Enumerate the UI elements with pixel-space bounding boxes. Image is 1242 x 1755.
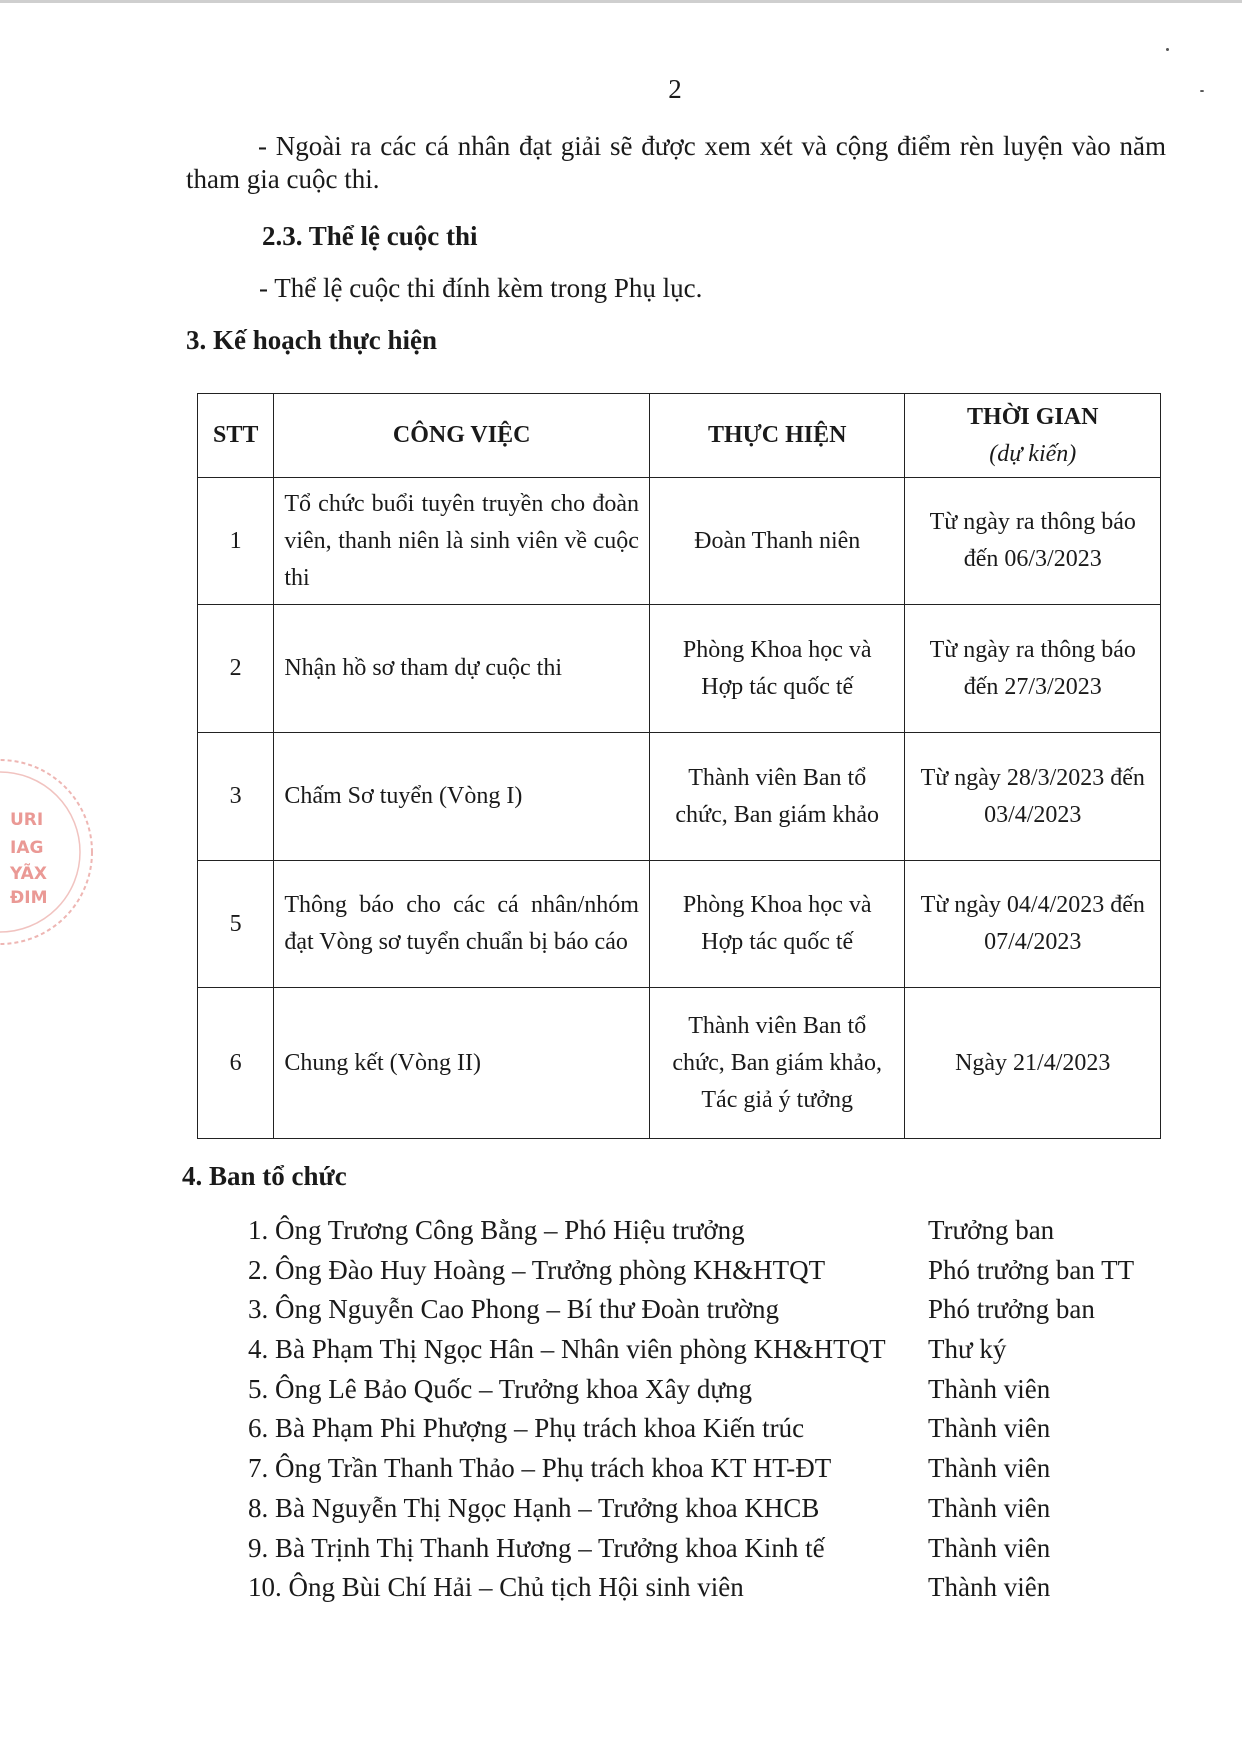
- member-name: 10. Ông Bùi Chí Hải – Chủ tịch Hội sinh viên: [248, 1572, 744, 1603]
- member-name: 8. Bà Nguyễn Thị Ngọc Hạnh – Trưởng khoa KHCB: [248, 1492, 820, 1523]
- table-row: [198, 861, 1161, 988]
- cell-executor: Thành viên Ban tổ chức, Ban giám khảo, Tác giả ý tưởng: [649, 988, 905, 1139]
- member-role: Thành viên: [928, 1373, 1051, 1404]
- cell-stt: 6: [198, 988, 274, 1139]
- list-item: [248, 1529, 1168, 1569]
- section-4-heading: 4. Ban tổ chức: [182, 1161, 347, 1191]
- header-time-note: (dự kiến): [989, 440, 1077, 467]
- cell-job: Chung kết (Vòng II): [274, 988, 650, 1139]
- table-row: [198, 605, 1161, 733]
- cell-time: Từ ngày ra thông báo đến 27/3/2023: [905, 605, 1161, 733]
- list-item: [248, 1251, 1168, 1291]
- member-name: 5. Ông Lê Bảo Quốc – Trưởng khoa Xây dựng: [248, 1373, 753, 1404]
- member-name: 6. Bà Phạm Phi Phượng – Phụ trách khoa Kiến trúc: [248, 1413, 805, 1444]
- member-name: 3. Ông Nguyễn Cao Phong – Bí thư Đoàn trường: [248, 1294, 780, 1325]
- member-role: Thành viên: [928, 1492, 1051, 1523]
- list-item: [248, 1330, 1168, 1370]
- header-time-label: THỜI GIAN: [967, 403, 1099, 430]
- seal-text-line: IAG: [10, 838, 44, 858]
- cell-time: Từ ngày 28/3/2023 đến 03/4/2023: [905, 733, 1161, 861]
- table-row: [198, 988, 1161, 1139]
- cell-stt: 5: [198, 861, 274, 988]
- seal-text-line: URI: [10, 810, 44, 830]
- member-role: Thư ký: [928, 1334, 1007, 1365]
- cell-time: Từ ngày 04/4/2023 đến 07/4/2023: [905, 861, 1161, 988]
- member-role: Thành viên: [928, 1532, 1051, 1563]
- table-row: [198, 733, 1161, 861]
- member-name: 7. Ông Trần Thanh Thảo – Phụ trách khoa KT HT-ĐT: [248, 1453, 832, 1484]
- header-stt: STT: [198, 394, 274, 478]
- table-header-row: [198, 394, 1161, 478]
- list-item: [248, 1290, 1168, 1330]
- list-item: [248, 1370, 1168, 1410]
- member-role: Thành viên: [928, 1572, 1051, 1603]
- cell-time: Từ ngày ra thông báo đến 06/3/2023: [905, 478, 1161, 605]
- cell-executor: Phòng Khoa học và Hợp tác quốc tế: [649, 605, 905, 733]
- section-2-3-text: - Thể lệ cuộc thi đính kèm trong Phụ lục.: [259, 273, 703, 303]
- plan-table: [197, 393, 1161, 1139]
- member-role: Phó trưởng ban: [928, 1294, 1095, 1325]
- section-3-heading: 3. Kế hoạch thực hiện: [186, 325, 437, 355]
- section-2-3-heading: 2.3. Thể lệ cuộc thi: [262, 221, 478, 251]
- member-name: 2. Ông Đào Huy Hoàng – Trưởng phòng KH&HTQT: [248, 1254, 826, 1285]
- list-item: [248, 1211, 1168, 1251]
- member-role: Phó trưởng ban TT: [928, 1254, 1135, 1285]
- cell-job: Tổ chức buổi tuyên truyền cho đoàn viên, thanh niên là sinh viên về cuộc thi: [274, 478, 650, 605]
- cell-executor: Phòng Khoa học và Hợp tác quốc tế: [649, 861, 905, 988]
- list-item: [248, 1449, 1168, 1489]
- cell-stt: 3: [198, 733, 274, 861]
- red-seal-fragment: [0, 745, 100, 960]
- header-time: [905, 394, 1161, 478]
- member-role: Trưởng ban: [928, 1215, 1055, 1245]
- member-name: 4. Bà Phạm Thị Ngọc Hân – Nhân viên phòng KH&HTQT: [248, 1334, 886, 1365]
- cell-executor: Thành viên Ban tổ chức, Ban giám khảo: [649, 733, 905, 861]
- member-role: Thành viên: [928, 1413, 1051, 1444]
- seal-text-line: ĐIM: [10, 888, 48, 908]
- header-executor: THỰC HIỆN: [649, 394, 905, 478]
- cell-stt: 1: [198, 478, 274, 605]
- cell-job: Chấm Sơ tuyển (Vòng I): [274, 733, 650, 861]
- member-role: Thành viên: [928, 1453, 1051, 1484]
- list-item: [248, 1409, 1168, 1449]
- header-job: CÔNG VIỆC: [274, 394, 650, 478]
- list-item: [248, 1489, 1168, 1529]
- cell-job: Nhận hồ sơ tham dự cuộc thi: [274, 605, 650, 733]
- scan-top-edge: [0, 0, 1242, 3]
- page-number: 2: [668, 74, 682, 104]
- seal-text-line: YÃX: [10, 864, 47, 884]
- cell-time: Ngày 21/4/2023: [905, 988, 1161, 1139]
- table-row: [198, 478, 1161, 605]
- cell-job: Thông báo cho các cá nhân/nhóm đạt Vòng sơ tuyển chuẩn bị báo cáo: [274, 861, 650, 988]
- member-name: 1. Ông Trương Công Bằng – Phó Hiệu trưởng: [248, 1215, 745, 1245]
- cell-stt: 2: [198, 605, 274, 733]
- organizing-committee-list: [248, 1211, 1168, 1608]
- cell-executor: Đoàn Thanh niên: [649, 478, 905, 605]
- list-item: [248, 1568, 1168, 1608]
- member-name: 9. Bà Trịnh Thị Thanh Hương – Trưởng khoa Kinh tế: [248, 1532, 825, 1563]
- intro-paragraph: - Ngoài ra các cá nhân đạt giải sẽ được xem xét và cộng điểm rèn luyện vào năm tham gia cuộc thi.: [186, 131, 1166, 194]
- scan-speck: [1166, 48, 1169, 51]
